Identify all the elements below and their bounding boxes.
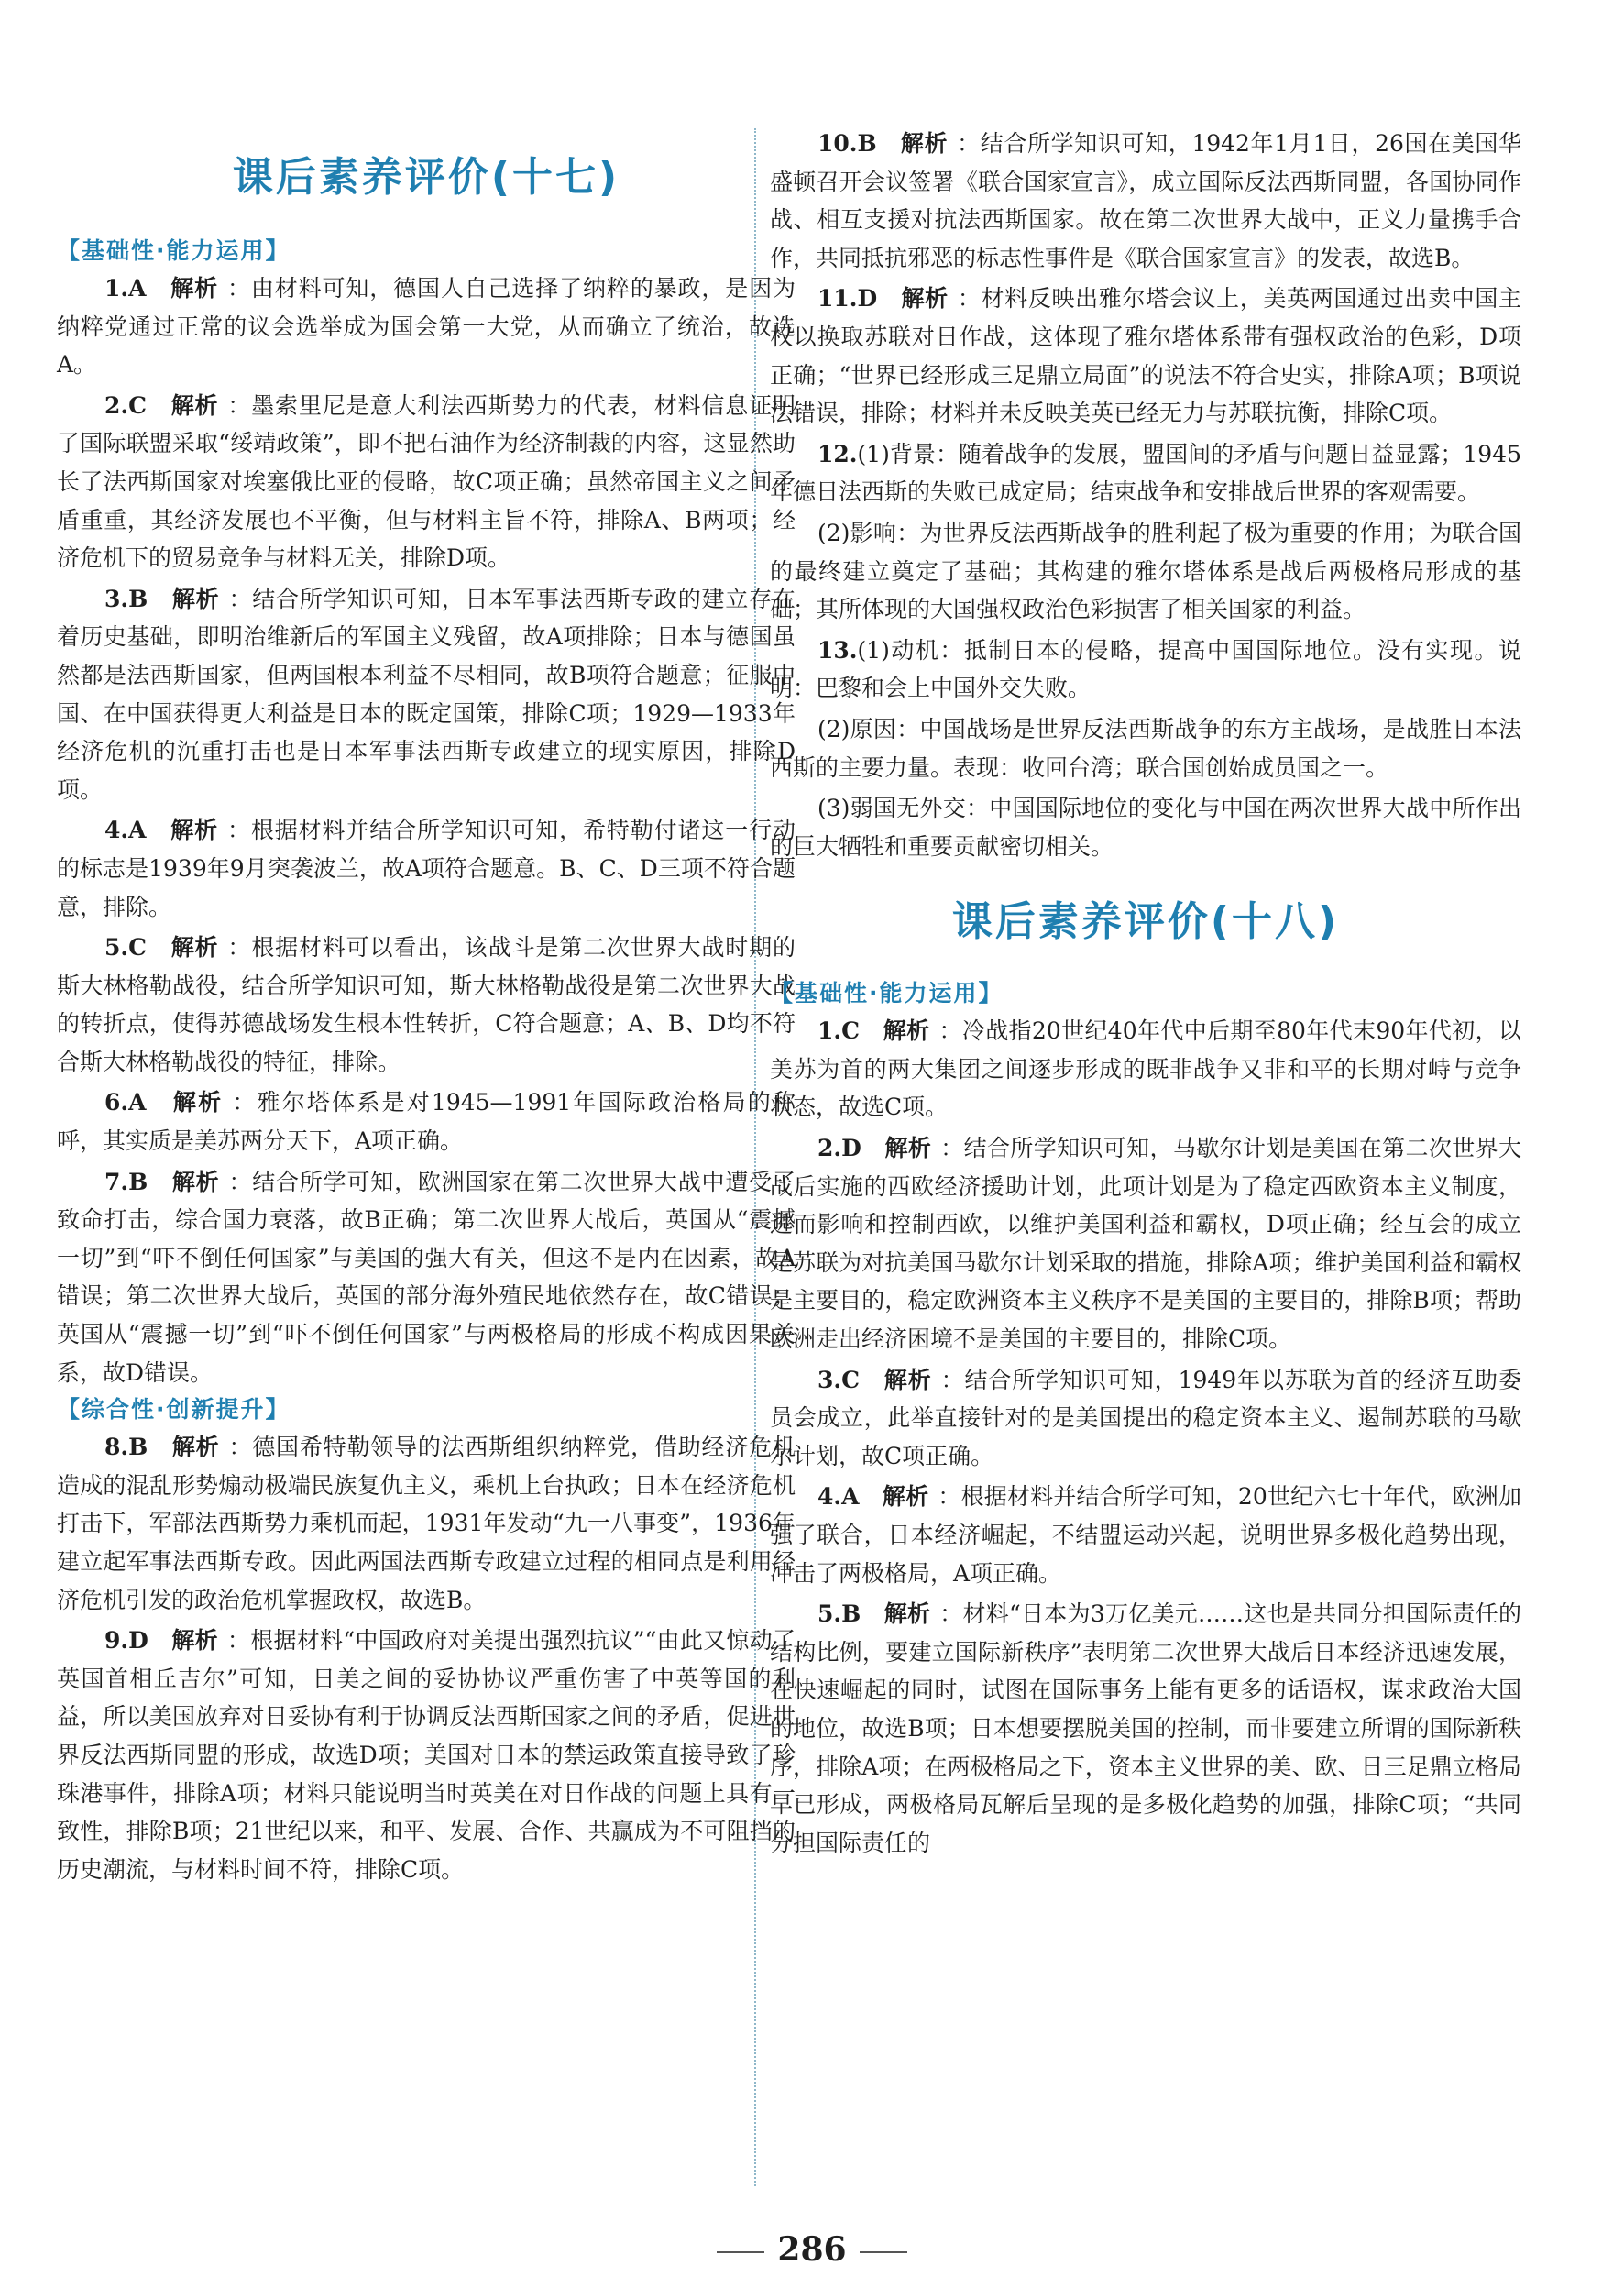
answer-item: 4.A 解析 ：根据材料并结合所学可知，20世纪六七十年代，欧洲加强了联合，日本经济崛起，不结盟运动兴起，说明世界多极化趋势出现，冲击了两极格局，A项正确。 [770, 1483, 1521, 1587]
answer-item: 1.C 解析 ：冷战指20世纪40年代中后期至80年代末90年代初，以美苏为首的两大集团之间逐步形成的既非战争又非和平的长期对峙与竞争状态，故选C项。 [770, 1017, 1521, 1121]
answer-item: 13.(1)动机：抵制日本的侵略，提高中国国际地位。没有实现。说明：巴黎和会上中国外交失败。 [770, 636, 1521, 702]
answer-item: 11.D 解析 ：材料反映出雅尔塔会议上，美英两国通过出卖中国主权以换取苏联对日作战，这体现了雅尔塔体系带有强权政治的色彩，D项正确；“世界已经形成三足鼎立局面”的说法不符合史实，排除A项；B项说法错误，排除；材料并未反映美英已经无力与苏联抗衡，排除C项。 [770, 285, 1521, 427]
answer-subitem: (2)原因：中国战场是世界反法西斯战争的东方主战场，是战胜日本法西斯的主要力量。表现：收回台湾；联合国创始成员国之一。 [770, 715, 1521, 781]
answer-item: 2.D 解析 ：结合所学知识可知，马歇尔计划是美国在第二次世界大战后实施的西欧经济援助计划，此项计划是为了稳定西欧资本主义制度，进而影响和控制西欧，以维护美国利益和霸权，D项正确；经互会的成立是苏联为对抗美国马歇尔计划采取的措施，排除A项；维护美国利益和霸权是主要目的，稳定欧洲资本主义秩序不是美国的主要目的，排除B项；帮助欧洲走出经济困境不是美国的主要目的，排除C项。 [770, 1135, 1521, 1353]
answer-item: 7.B 解析 ：结合所学可知，欧洲国家在第二次世界大战中遭受了致命打击，综合国力衰落，故B正确；第二次世界大战后，英国从“震撼一切”到“吓不倒任何国家”与美国的强大有关，但这不是内在因素，故A错误；第二次世界大战后，英国的部分海外殖民地依然存在，故C错误；英国从“震撼一切”到“吓不倒任何国家”与两极格局的形成不构成因果关系，故D错误。 [57, 1168, 796, 1386]
answer-item: 10.B 解析 ：结合所学知识可知，1942年1月1日，26国在美国华盛顿召开会议签署《联合国家宣言》，成立国际反法西斯同盟，各国协同作战、相互支援对抗法西斯国家。故在第二次世界大战中，正义力量携手合作，共同抵抗邪恶的标志性事件是《联合国家宣言》的发表，故选B。 [770, 130, 1521, 271]
page-number [0, 2230, 1624, 2269]
answer-item: 2.C 解析 ：墨索里尼是意大利法西斯势力的代表，材料信息证明了国际联盟采取“绥靖政策”，即不把石油作为经济制裁的内容，这显然助长了法西斯国家对埃塞俄比亚的侵略，故C项正确；虽然帝国主义之间矛盾重重，其经济发展也不平衡，但与材料主旨不符，排除A、B两项；经济危机下的贸易竞争与材料无关，排除D项。 [57, 391, 796, 572]
page-number-value: 286 [777, 2230, 847, 2269]
answer-item: 5.B 解析 ：材料“日本为3万亿美元……这也是共同分担国际责任的结构比例，要建立国际新秩序”表明第二次世界大战后日本经济迅速发展，在快速崛起的同时，试图在国际事务上能有更多的话语权，谋求政治大国的地位，故选B项；日本想要摆脱美国的控制，而非要建立所谓的国际新秩序，排除A项；在两极格局之下，资本主义世界的美、欧、日三足鼎立格局早已形成，两极格局瓦解后呈现的是多极化趋势的加强，排除C项；“共同分担国际责任的 [770, 1600, 1521, 1856]
left-column [57, 0, 796, 1888]
answer-item: 12.(1)背景：随着战争的发展，盟国间的矛盾与问题日益显露；1945年德日法西斯的失败已成定局；结束战争和安排战后世界的客观需要。 [770, 440, 1521, 506]
answer-item: 3.C 解析 ：结合所学知识可知，1949年以苏联为首的经济互助委员会成立，此举直接针对的是美国提出的稳定资本主义、遏制苏联的马歇尔计划，故C项正确。 [770, 1366, 1521, 1469]
section-title: 课后素养评价(十八) [951, 898, 1340, 946]
answer-item: 9.D 解析 ：根据材料“中国政府对美提出强烈抗议”“由此又惊动了英国首相丘吉尔”可知，日美之间的妥协协议严重伤害了中英等国的利益，所以美国放弃对日妥协有利于协调反法西斯国家之间的矛盾，促进世界反法西斯同盟的形成，故选D项；美国对日本的禁运政策直接导致了珍珠港事件，排除A项；材料只能说明当时英美在对日作战的问题上具有一致性，排除B项；21世纪以来，和平、发展、合作、共赢成为不可阻挡的历史潮流，与材料时间不符，排除C项。 [57, 1627, 796, 1883]
answer-item: 8.B 解析 ：德国希特勒领导的法西斯组织纳粹党，借助经济危机造成的混乱形势煽动极端民族复仇主义，乘机上台执政；日本在经济危机打击下，军部法西斯势力乘机而起，1931年发动“九一八事变”，1936年建立起军事法西斯专政。因此两国法西斯专政建立过程的相同点是利用经济危机引发的政治危机掌握政权，故选B。 [57, 1434, 796, 1613]
answer-subitem: (2)影响：为世界反法西斯战争的胜利起了极为重要的作用；为联合国的最终建立奠定了基础；其构建的雅尔塔体系是战后两极格局形成的基础；其所体现的大国强权政治色彩损害了相关国家的利益。 [770, 519, 1521, 623]
answer-item: 1.A 解析 ：由材料可知，德国人自己选择了纳粹的暴政，是因为纳粹党通过正常的议会选举成为国会第一大党，从而确立了统治，故选A。 [57, 275, 796, 379]
page-number-dash-left [717, 2251, 764, 2253]
tag-basic: 【基础性·能力运用】 [770, 980, 1004, 1007]
right-column [770, 0, 1521, 1862]
answer-item: 3.B 解析 ：结合所学知识可知，日本军事法西斯专政的建立存在着历史基础，即明治维新后的军国主义残留，故A项排除；日本与德国虽然都是法西斯国家，但两国根本利益不尽相同，故B项符合题意；征服中国、在中国获得更大利益是日本的既定国策，排除C项；1929—1933年经济危机的沉重打击也是日本军事法西斯专政建立的现实原因，排除D项。 [57, 585, 796, 803]
answer-item: 4.A 解析 ：根据材料并结合所学知识可知，希特勒付诸这一行动的标志是1939年9月突袭波兰，故A项符合题意。B、C、D三项不符合题意，排除。 [57, 817, 796, 920]
tag-comprehensive: 【综合性·创新提升】 [57, 1396, 291, 1424]
tag-basic: 【基础性·能力运用】 [57, 237, 291, 264]
answer-item: 5.C 解析 ：根据材料可以看出，该战斗是第二次世界大战时期的斯大林格勒战役，结合所学知识可知，斯大林格勒战役是第二次世界大战的转折点，使得苏德战场发生根本性转折，C符合题意；A、B、D均不符合斯大林格勒战役的特征，排除。 [57, 934, 796, 1075]
answer-subitem: (3)弱国无外交：中国国际地位的变化与中国在两次世界大战中所作出的巨大牺牲和重要贡献密切相关。 [770, 795, 1521, 860]
section-title: 课后素养评价(十七) [232, 154, 620, 201]
page-number-dash-right [860, 2251, 907, 2253]
answer-item: 6.A 解析 ：雅尔塔体系是对1945—1991年国际政治格局的称呼，其实质是美苏两分天下，A项正确。 [57, 1089, 796, 1155]
